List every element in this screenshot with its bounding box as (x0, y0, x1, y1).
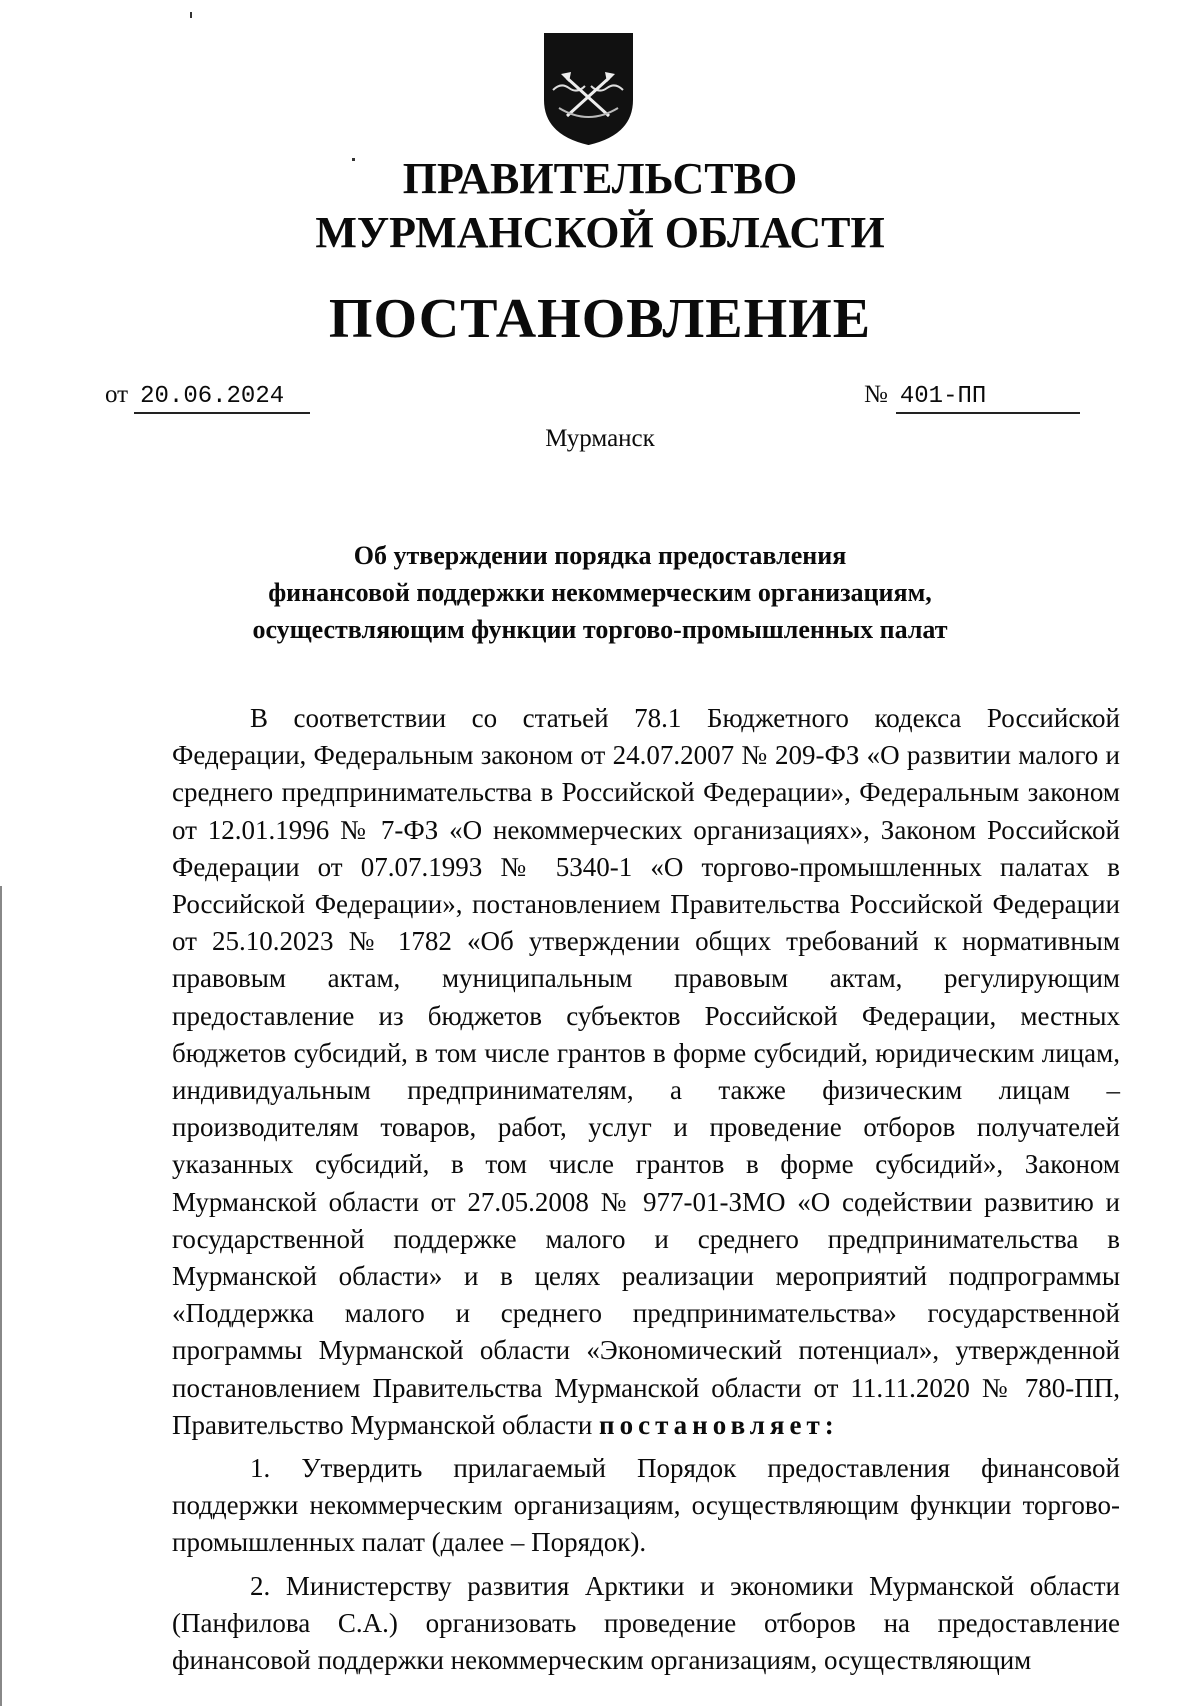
preamble-paragraph (172, 700, 1120, 1444)
scan-dot (190, 12, 192, 18)
document-subject (0, 537, 1200, 648)
scan-dot (352, 158, 355, 161)
scan-edge-line (0, 886, 2, 1706)
date-value: 20.06.2024 (134, 382, 310, 414)
resolves-word: постановляет: (599, 1409, 839, 1440)
document-date (105, 380, 310, 414)
number-prefix: № (864, 381, 888, 408)
subject-line3: осуществляющим функции торгово-промышленных палат (252, 615, 948, 644)
murmansk-coat-of-arms-icon (541, 30, 636, 148)
date-prefix: от (105, 381, 129, 408)
document-number (864, 380, 1080, 414)
government-title-line2: МУРМАНСКОЙ ОБЛАСТИ (315, 208, 885, 257)
item-1: 1. Утвердить прилагаемый Порядок предоставления финансовой поддержки некоммерческим организациям, осуществляющим функции торгово-промышленных палат (далее – Порядок). (172, 1453, 1120, 1558)
city: Мурманск (545, 425, 655, 452)
government-title (0, 152, 1200, 260)
document-body (172, 700, 1120, 1679)
item-2: 2. Министерству развития Арктики и экономики Мурманской области (Панфилова С.А.) организовать проведение отборов на предоставление финансовой поддержки некоммерческим организациям, осуществляющим (172, 1570, 1120, 1676)
subject-line1: Об утверждении порядка предоставления (353, 541, 847, 570)
subject-line2: финансовой поддержки некоммерческим организациям, (268, 578, 932, 607)
document-type: ПОСТАНОВЛЕНИЕ (328, 288, 872, 350)
preamble-text: В соответствии со статьей 78.1 Бюджетного кодекса Российской Федерации, Федеральным законом от 24.07.2007 № 209-ФЗ «О развитии малого и среднего предпринимательства в Российской Федерации», Федеральным законом от 12.01.1996 № 7-ФЗ «О некоммерческих организациях», Законом Российской Федерации от 07.07.1993 № 5340-1 «О торгово-промышленных палатах в Российской Федерации», постановлением Правительства Российской Федерации от 25.10.2023 № 1782 «Об утверждении общих требований к нормативным правовым актам, муниципальным правовым актам, регулирующим предоставление из бюджетов субъектов Российской Федерации, местных бюджетов субсидий, в том числе грантов в форме субсидий, юридическим лицам, индивидуальным предпринимателям, а также физическим лицам – производителям товаров, работ, услуг и проведение отборов получателей указанных субсидий, в том числе грантов в форме субсидий», Законом Мурманской области от 27.05.2008 № 977-01-ЗМО «О содействии развитию и государственной поддержке малого и среднего предпринимательства в Мурманской области» и в целях реализации мероприятий подпрограммы «Поддержка малого и среднего предпринимательства» государственной программы Мурманской области «Экономический потенциал», утвержденной постановлением Правительства Мурманской области от 11.11.2020 № 780-ПП, Правительство Мурманской области (172, 703, 1120, 1440)
government-title-line1: ПРАВИТЕЛЬСТВО (402, 154, 798, 203)
number-value: 401-ПП (896, 382, 1080, 414)
